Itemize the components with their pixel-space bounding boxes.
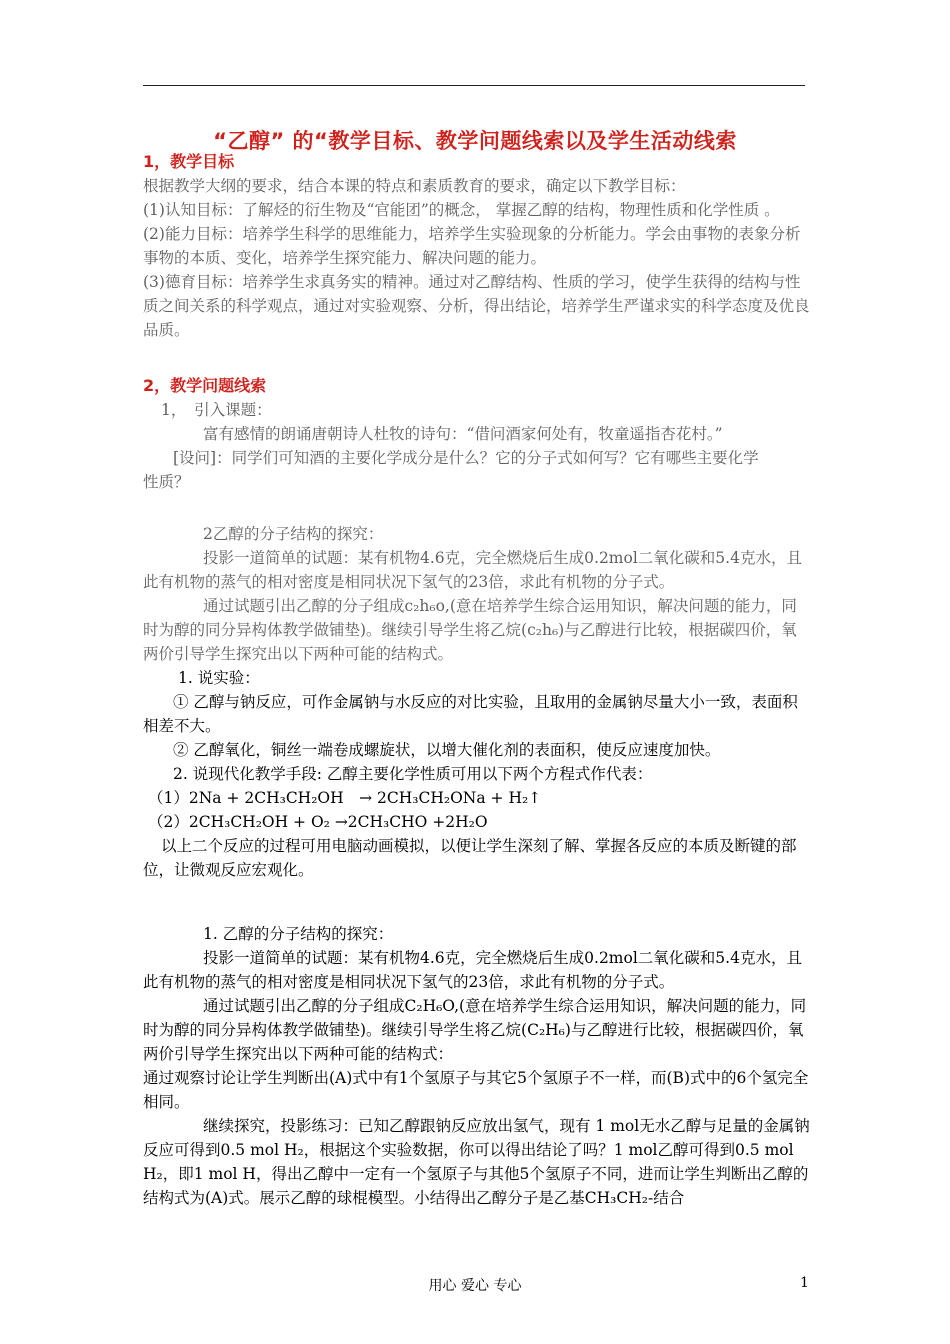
- paragraph: 以上二个反应的过程可用电脑动画模拟，以便让学生深刻了解、掌握各反应的本质及断键的部位，让微观反应宏观化。: [143, 837, 797, 879]
- document-title: “乙醇” 的“教学目标、教学问题线索以及学生活动线索: [213, 129, 737, 153]
- paragraph: 根据教学大纲的要求，结合本课的特点和素质教育的要求，确定以下教学目标：: [143, 177, 686, 195]
- paragraph: 2. 说现代化教学手段: 乙醇主要化学性质可用以下两个方程式作代表：: [173, 765, 653, 783]
- subsection-label: 2乙醇的分子结构的探究：: [203, 525, 384, 543]
- header-rule: [143, 85, 805, 86]
- paragraph: 继续探究，投影练习：已知乙醇跟钠反应放出氢气，现有 1 mol无水乙醇与足量的金属钠反应可得到0.5 mol H₂，根据这个实验数据，你可以得出结论了吗？1 mol乙醇可得到0.5 mol H₂，即1 mol H，得出乙醇中一定有一个氢原子与其他5个氢原子不同，进而让学生判断出乙醇的结构式为(A)式。展示乙醇的球棍模型。小结得出乙醇分子是乙基CH₃CH₂-结合: [143, 1117, 810, 1207]
- subsection-label: 1. 说实验：: [178, 669, 260, 687]
- subsection-label: 1. 乙醇的分子结构的探究：: [203, 925, 394, 943]
- paragraph: ① 乙醇与钠反应，可作金属钠与水反应的对比实验，且取用的金属钠尽量大小一致，表面积相差不大。: [143, 693, 798, 735]
- section-problem-clues: [143, 374, 868, 882]
- paragraph: (2)能力目标：培养学生科学的思维能力，培养学生实验现象的分析能力。学会由事物的表象分析事物的本质、变化，培养学生探究能力、解决问题的能力。: [143, 225, 801, 267]
- paragraph: 富有感情的朗诵唐朝诗人杜牧的诗句：“借问酒家何处有，牧童遥指杏花村。”: [203, 425, 723, 443]
- paragraph: 通过观察讨论让学生判断出(A)式中有1个氢原子与其它5个氢原子不一样，而(B)式中的6个氢完全相同。: [143, 1069, 809, 1111]
- equation: （2）2CH₃CH₂OH + O₂ →2CH₃CHO +2H₂O: [148, 813, 488, 831]
- section-structure-inquiry: [143, 922, 811, 1210]
- paragraph: (1)认知目标：了解烃的衍生物及“官能团”的概念， 掌握乙醇的结构，物理性质和化学性质 。: [143, 201, 780, 219]
- footer-text: 用心 爱心 专心: [428, 1278, 522, 1294]
- paragraph: 投影一道简单的试题：某有机物4.6克，完全燃烧后生成0.2mol二氧化碳和5.4克水，且此有机物的蒸气的相对密度是相同状况下氢气的23倍，求此有机物的分子式。: [143, 549, 802, 591]
- paragraph: 通过试题引出乙醇的分子组成C₂H₆O,(意在培养学生综合运用知识，解决问题的能力，同时为醇的同分异构体教学做铺垫)。继续引导学生将乙烷(C₂H₆)与乙醇进行比较，根据碳四价，氧两价引导学生探究出以下两种可能的结构式：: [143, 997, 807, 1063]
- paragraph: (3)德育目标：培养学生求真务实的精神。通过对乙醇结构、性质的学习，使学生获得的结构与性质之间关系的科学观点，通过对实验观察、分析，得出结论，培养学生严谨求实的科学态度及优良品质。: [143, 273, 810, 339]
- page-number: 1: [800, 1275, 809, 1291]
- paragraph: 通过试题引出乙醇的分子组成c₂h₆o,(意在培养学生综合运用知识，解决问题的能力，同时为醇的同分异构体教学做铺垫)。继续引导学生将乙烷(c₂h₆)与乙醇进行比较，根据碳四价，氧两价引导学生探究出以下两种可能的结构式。: [143, 597, 797, 663]
- subsection-label: 1， 引入课题：: [161, 401, 272, 419]
- paragraph: [设问]：同学们可知酒的主要化学成分是什么？它的分子式如何写？它有哪些主要化学 性质？: [143, 449, 868, 491]
- paragraph: 投影一道简单的试题：某有机物4.6克，完全燃烧后生成0.2mol二氧化碳和5.4克水，且此有机物的蒸气的相对密度是相同状况下氢气的23倍，求此有机物的分子式。: [143, 949, 802, 991]
- section-objectives: [143, 150, 811, 342]
- equation: （1）2Na + 2CH₃CH₂OH → 2CH₃CH₂ONa + H₂↑: [148, 789, 542, 807]
- section-heading: 1，教学目标: [143, 152, 235, 171]
- paragraph: ② 乙醇氧化，铜丝一端卷成螺旋状，以增大催化剂的表面积，使反应速度加快。: [173, 741, 721, 759]
- section-heading: 2，教学问题线索: [143, 376, 267, 395]
